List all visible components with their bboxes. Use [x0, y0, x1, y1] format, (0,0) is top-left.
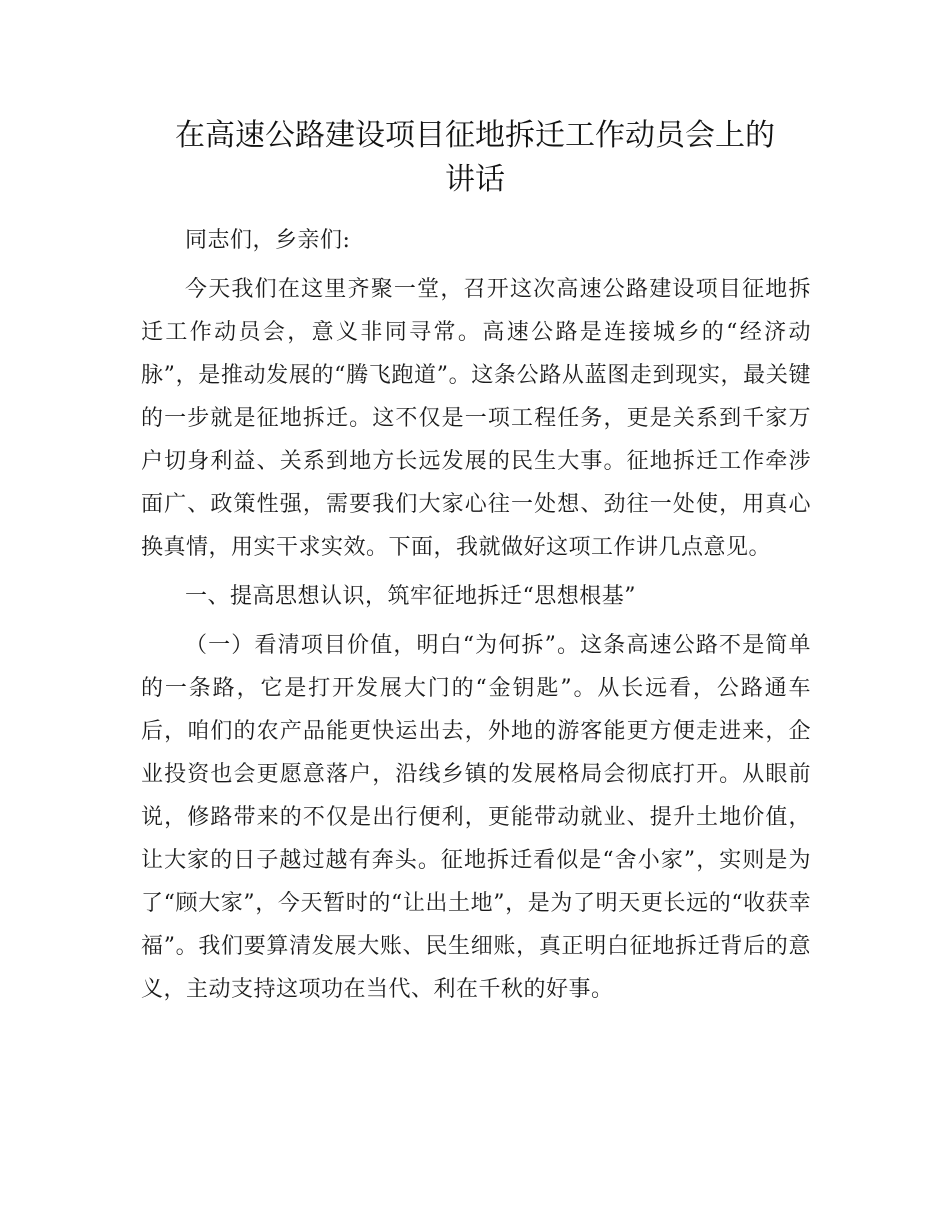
document-body: [141, 219, 811, 1011]
greeting-paragraph: 同志们，乡亲们:: [185, 228, 351, 253]
intro-paragraph: 今天我们在这里齐聚一堂，召开这次高速公路建设项目征地拆迁工作动员会，意义非同寻常。高速公路是连接城乡的“经济动脉”，是推动发展的“腾飞跑道”。这条公路从蓝图走到现实，最关键的一步就是征地拆迁。这不仅是一项工程任务，更是关系到千家万户切身利益、关系到地方长远发展的民生大事。征地拆迁工作牵涉面广、政策性强，需要我们大家心往一处想、劲往一处使，用真心换真情，用实干求实效。下面，我就做好这项工作讲几点意见。: [141, 277, 811, 560]
section-paragraph: （一）看清项目价值，明白“为何拆”。这条高速公路不是简单的一条路，它是打开发展大门的“金钥匙”。从长远看，公路通车后，咱们的农产品能更快运出去，外地的游客能更方便走进来，企业投资也会更愿意落户，沿线乡镇的发展格局会彻底打开。从眼前说，修路带来的不仅是出行便利，更能带动就业、提升土地价值，让大家的日子越过越有奔头。征地拆迁看似是“舍小家”，实则是为了“顾大家”，今天暂时的“让出土地”，是为了明天更长远的“收获幸福”。我们要算清发展大账、民生细账，真正明白征地拆迁背后的意义，主动支持这项功在当代、利在千秋的好事。: [141, 633, 811, 1002]
document-title-line2: 讲话: [445, 162, 505, 197]
document-title-line1: 在高速公路建设项目征地拆迁工作动员会上的: [175, 118, 775, 153]
section-heading: 一、提高思想认识，筑牢征地拆迁“思想根基”: [185, 584, 636, 609]
